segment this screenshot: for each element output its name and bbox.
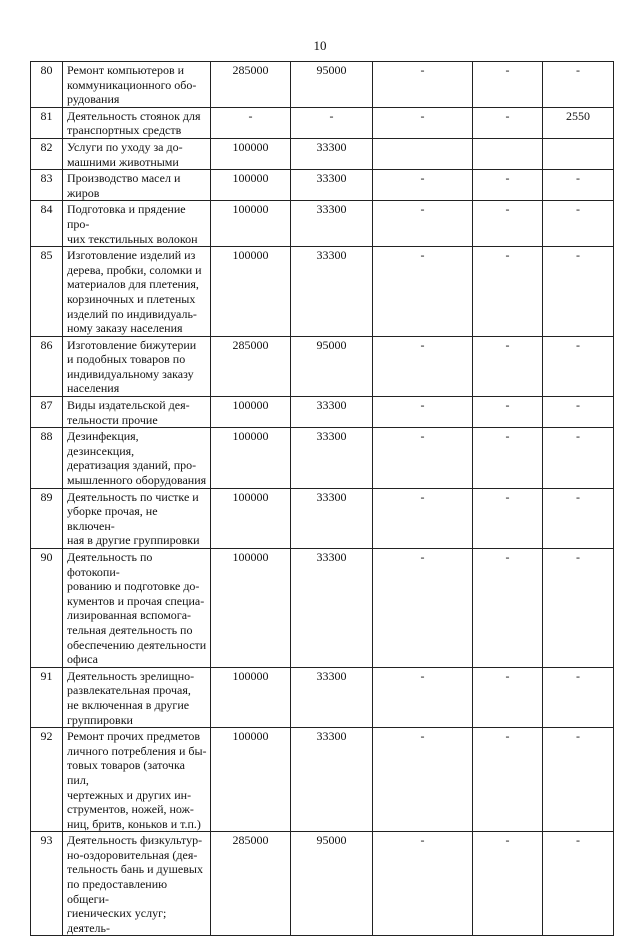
value-cell-c2: 33300 <box>291 138 373 169</box>
description-line: дератизация зданий, про- <box>67 458 197 473</box>
table-row <box>31 488 614 548</box>
activity-description <box>63 336 211 396</box>
description-line: Деятельность по фотокопи- <box>67 550 153 579</box>
description-line: не включенная в другие <box>67 697 190 712</box>
value-cell-c4: - <box>473 247 543 337</box>
value-cell-c3: - <box>373 107 473 138</box>
activity-description <box>63 428 211 488</box>
value-cell-c4: - <box>473 728 543 832</box>
row-number: 83 <box>31 170 63 201</box>
description-line: Виды издательской дея- <box>67 398 190 413</box>
description-line: Услуги по уходу за до- <box>67 139 183 154</box>
value-cell-c3 <box>373 138 473 169</box>
value-cell-c1: 285000 <box>211 336 291 396</box>
table-row <box>31 336 614 396</box>
value-cell-c2: 33300 <box>291 488 373 548</box>
value-cell-c2: 95000 <box>291 336 373 396</box>
value-cell-c1: 100000 <box>211 428 291 488</box>
value-cell-c5: - <box>543 832 614 936</box>
description-line: кументов и прочая специа- <box>67 593 205 608</box>
value-cell-c3: - <box>373 667 473 727</box>
value-cell-c4: - <box>473 170 543 201</box>
description-line: личного потребления и бы- <box>67 743 207 758</box>
description-line: струментов, ножей, нож- <box>67 802 194 817</box>
table-row <box>31 62 614 108</box>
row-number: 92 <box>31 728 63 832</box>
description-line: Ремонт прочих предметов <box>67 729 201 744</box>
value-cell-c1: 285000 <box>211 832 291 936</box>
table-row <box>31 428 614 488</box>
value-cell-c3: - <box>373 832 473 936</box>
table-row <box>31 667 614 727</box>
activity-description <box>63 832 211 936</box>
value-cell-c1: - <box>211 107 291 138</box>
value-cell-c1: 100000 <box>211 397 291 428</box>
value-cell-c3: - <box>373 336 473 396</box>
description-line: индивидуальному заказу <box>67 366 194 381</box>
description-line: Подготовка и прядение про- <box>67 202 186 231</box>
description-line: Дезинфекция, дезинсекция, <box>67 429 139 458</box>
description-line: Деятельность стоянок для <box>67 108 201 123</box>
value-cell-c3: - <box>373 201 473 247</box>
activity-description <box>63 549 211 668</box>
value-cell-c3: - <box>373 170 473 201</box>
value-cell-c1: 100000 <box>211 728 291 832</box>
value-cell-c2: 33300 <box>291 397 373 428</box>
row-number: 86 <box>31 336 63 396</box>
description-line: ниц, бритв, коньков и т.п.) <box>67 816 201 831</box>
description-line: обеспечению деятельности <box>67 637 207 652</box>
value-cell-c2: 33300 <box>291 201 373 247</box>
value-cell-c5: - <box>543 336 614 396</box>
value-cell-c4: - <box>473 107 543 138</box>
value-cell-c1: 100000 <box>211 247 291 337</box>
description-line: Изготовление изделий из <box>67 248 196 263</box>
description-line: группировки <box>67 712 133 727</box>
value-cell-c5: - <box>543 428 614 488</box>
value-cell-c5: - <box>543 488 614 548</box>
value-cell-c5: - <box>543 397 614 428</box>
value-cell-c5: - <box>543 728 614 832</box>
description-line: ная в другие группировки <box>67 533 200 548</box>
description-line: Ремонт компьютеров и <box>67 63 185 77</box>
activity-description <box>63 247 211 337</box>
description-line: лизированная вспомога- <box>67 608 192 623</box>
activity-description <box>63 201 211 247</box>
value-cell-c2: 33300 <box>291 667 373 727</box>
description-line: но-оздоровительная (дея- <box>67 847 198 862</box>
description-line: населения <box>67 381 120 396</box>
activity-description <box>63 667 211 727</box>
activity-description <box>63 62 211 108</box>
value-cell-c4: - <box>473 201 543 247</box>
value-cell-c3: - <box>373 247 473 337</box>
description-line: уборке прочая, не включен- <box>67 504 158 533</box>
table-row <box>31 247 614 337</box>
description-line: жиров <box>67 185 100 200</box>
row-number: 90 <box>31 549 63 668</box>
table-row <box>31 728 614 832</box>
row-number: 80 <box>31 62 63 108</box>
description-line: чих текстильных волокон <box>67 231 198 246</box>
description-line: офиса <box>67 652 98 667</box>
row-number: 88 <box>31 428 63 488</box>
value-cell-c3: - <box>373 428 473 488</box>
value-cell-c4: - <box>473 428 543 488</box>
description-line: тельности прочие <box>67 412 158 427</box>
value-cell-c4: - <box>473 667 543 727</box>
description-line: гиенических услуг; деятель- <box>67 906 167 935</box>
table-row <box>31 201 614 247</box>
description-line: чертежных и других ин- <box>67 787 192 802</box>
value-cell-c1: 285000 <box>211 62 291 108</box>
row-number: 87 <box>31 397 63 428</box>
value-cell-c3: - <box>373 549 473 668</box>
value-cell-c5: - <box>543 62 614 108</box>
description-line: коммуникационного обо- <box>67 77 197 92</box>
value-cell-c4 <box>473 138 543 169</box>
tariff-table <box>30 61 614 936</box>
table-row <box>31 397 614 428</box>
value-cell-c2: 95000 <box>291 62 373 108</box>
description-line: транспортных средств <box>67 123 182 138</box>
row-number: 81 <box>31 107 63 138</box>
table-body <box>31 62 614 936</box>
value-cell-c1: 100000 <box>211 201 291 247</box>
value-cell-c2: - <box>291 107 373 138</box>
value-cell-c1: 100000 <box>211 170 291 201</box>
description-line: корзиночных и плетеных <box>67 291 196 306</box>
value-cell-c4: - <box>473 397 543 428</box>
description-line: Изготовление бижутерии <box>67 337 197 352</box>
value-cell-c4: - <box>473 549 543 668</box>
description-line: дерева, пробки, соломки и <box>67 262 202 277</box>
row-number: 82 <box>31 138 63 169</box>
description-line: материалов для плетения, <box>67 277 199 292</box>
value-cell-c4: - <box>473 488 543 548</box>
value-cell-c4: - <box>473 336 543 396</box>
value-cell-c5 <box>543 138 614 169</box>
row-number: 85 <box>31 247 63 337</box>
description-line: по предоставлению общеги- <box>67 877 168 906</box>
value-cell-c2: 33300 <box>291 170 373 201</box>
value-cell-c5: - <box>543 170 614 201</box>
description-line: и подобных товаров по <box>67 352 186 367</box>
description-line: машними животными <box>67 154 179 169</box>
row-number: 91 <box>31 667 63 727</box>
value-cell-c3: - <box>373 728 473 832</box>
activity-description <box>63 488 211 548</box>
value-cell-c2: 33300 <box>291 247 373 337</box>
description-line: тельность бань и душевых <box>67 862 203 877</box>
description-line: рованию и подготовке до- <box>67 579 200 594</box>
value-cell-c4: - <box>473 62 543 108</box>
value-cell-c3: - <box>373 397 473 428</box>
row-number: 93 <box>31 832 63 936</box>
table-row <box>31 170 614 201</box>
value-cell-c5: 2550 <box>543 107 614 138</box>
description-line: тельная деятельность по <box>67 622 193 637</box>
activity-description <box>63 138 211 169</box>
value-cell-c3: - <box>373 62 473 108</box>
description-line: ному заказу населения <box>67 321 183 336</box>
value-cell-c5: - <box>543 549 614 668</box>
activity-description <box>63 170 211 201</box>
table-row <box>31 549 614 668</box>
description-line: Деятельность физкультур- <box>67 833 203 848</box>
value-cell-c1: 100000 <box>211 667 291 727</box>
value-cell-c2: 33300 <box>291 728 373 832</box>
value-cell-c5: - <box>543 201 614 247</box>
description-line: Деятельность зрелищно- <box>67 668 195 683</box>
value-cell-c5: - <box>543 247 614 337</box>
activity-description <box>63 397 211 428</box>
activity-description <box>63 107 211 138</box>
table-row <box>31 832 614 936</box>
table-row <box>31 138 614 169</box>
value-cell-c5: - <box>543 667 614 727</box>
value-cell-c2: 33300 <box>291 549 373 668</box>
value-cell-c1: 100000 <box>211 549 291 668</box>
description-line: мышленного оборудования <box>67 473 207 488</box>
row-number: 89 <box>31 488 63 548</box>
value-cell-c1: 100000 <box>211 488 291 548</box>
description-line: Производство масел и <box>67 171 181 186</box>
value-cell-c1: 100000 <box>211 138 291 169</box>
description-line: Деятельность по чистке и <box>67 489 199 504</box>
value-cell-c3: - <box>373 488 473 548</box>
value-cell-c4: - <box>473 832 543 936</box>
row-number: 84 <box>31 201 63 247</box>
page-number: 10 <box>313 38 327 53</box>
description-line: развлекательная прочая, <box>67 683 191 698</box>
description-line: изделий по индивидуаль- <box>67 306 197 321</box>
activity-description <box>63 728 211 832</box>
description-line: товых товаров (заточка пил, <box>67 758 185 787</box>
value-cell-c2: 33300 <box>291 428 373 488</box>
description-line: рудования <box>67 92 120 107</box>
table-row <box>31 107 614 138</box>
value-cell-c2: 95000 <box>291 832 373 936</box>
